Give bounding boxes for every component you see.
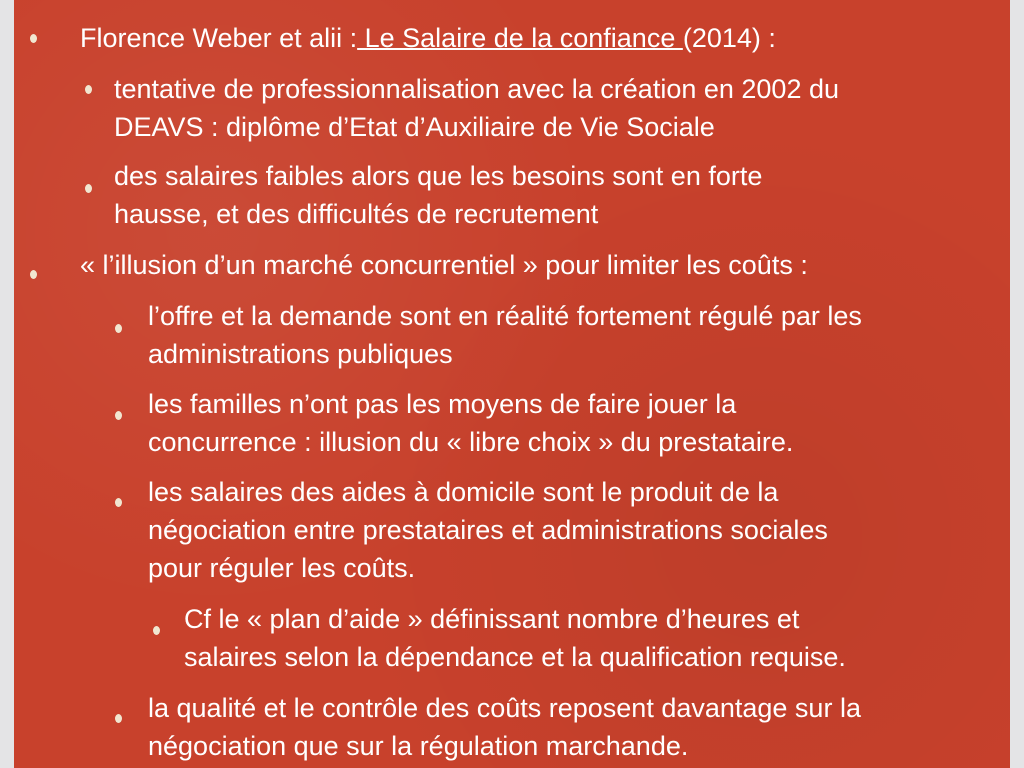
item-line: négociation entre prestataires et administrations sociales (148, 515, 828, 545)
item-line: salaires selon la dépendance et la qualification requise. (184, 642, 846, 672)
item-text-post: (2014) : (682, 23, 776, 53)
bullet-dot-icon (115, 411, 122, 420)
book-title-link: Le Salaire de la confiance (357, 23, 683, 53)
bullet-item-plan-aide (184, 600, 846, 676)
bullet-item-qualite-controle (148, 689, 861, 765)
bullet-item-professionnalisation (114, 70, 839, 146)
item-line: Cf le « plan d’aide » définissant nombre d’heures et (184, 604, 800, 634)
item-line: des salaires faibles alors que les besoins sont en forte (114, 161, 763, 191)
item-line: DEAVS : diplôme d’Etat d’Auxiliaire de Vie Sociale (114, 112, 715, 142)
bullet-dot-icon (153, 626, 160, 635)
item-line: négociation que sur la régulation marchande. (148, 731, 689, 761)
item-line: l’offre et la demande sont en réalité fortement régulé par les (148, 301, 862, 331)
item-line: tentative de professionnalisation avec la création en 2002 du (114, 74, 839, 104)
bullet-dot-icon (115, 324, 122, 333)
bullet-item-familles (148, 385, 793, 461)
bullet-item-offre-demande (148, 297, 862, 373)
item-line: la qualité et le contrôle des coûts reposent davantage sur la (148, 693, 861, 723)
item-line: hausse, et des difficultés de recrutement (114, 199, 599, 229)
item-line: concurrence : illusion du « libre choix » du prestataire. (148, 427, 794, 457)
item-line: « l’illusion d’un marché concurrentiel » pour limiter les coûts : (80, 250, 808, 280)
bullet-dot-icon (115, 498, 122, 507)
bullet-item-weber (80, 19, 776, 57)
bullet-dot-icon (85, 85, 92, 94)
item-line: administrations publiques (148, 339, 453, 369)
bullet-dot-icon (115, 714, 122, 723)
slide (14, 0, 1010, 768)
item-line: les salaires des aides à domicile sont le produit de la (148, 477, 779, 507)
bullet-dot-icon (30, 270, 37, 279)
bullet-item-salaires-faibles (114, 157, 762, 233)
item-line: pour réguler les coûts. (148, 553, 416, 583)
bullet-item-illusion-marche (80, 246, 808, 284)
item-line: les familles n’ont pas les moyens de faire jouer la (148, 389, 737, 419)
bullet-dot-icon (85, 184, 92, 193)
item-text-pre: Florence Weber et alii : (80, 23, 358, 53)
bullet-item-salaires-aides (148, 473, 828, 587)
bullet-dot-icon (30, 34, 37, 43)
